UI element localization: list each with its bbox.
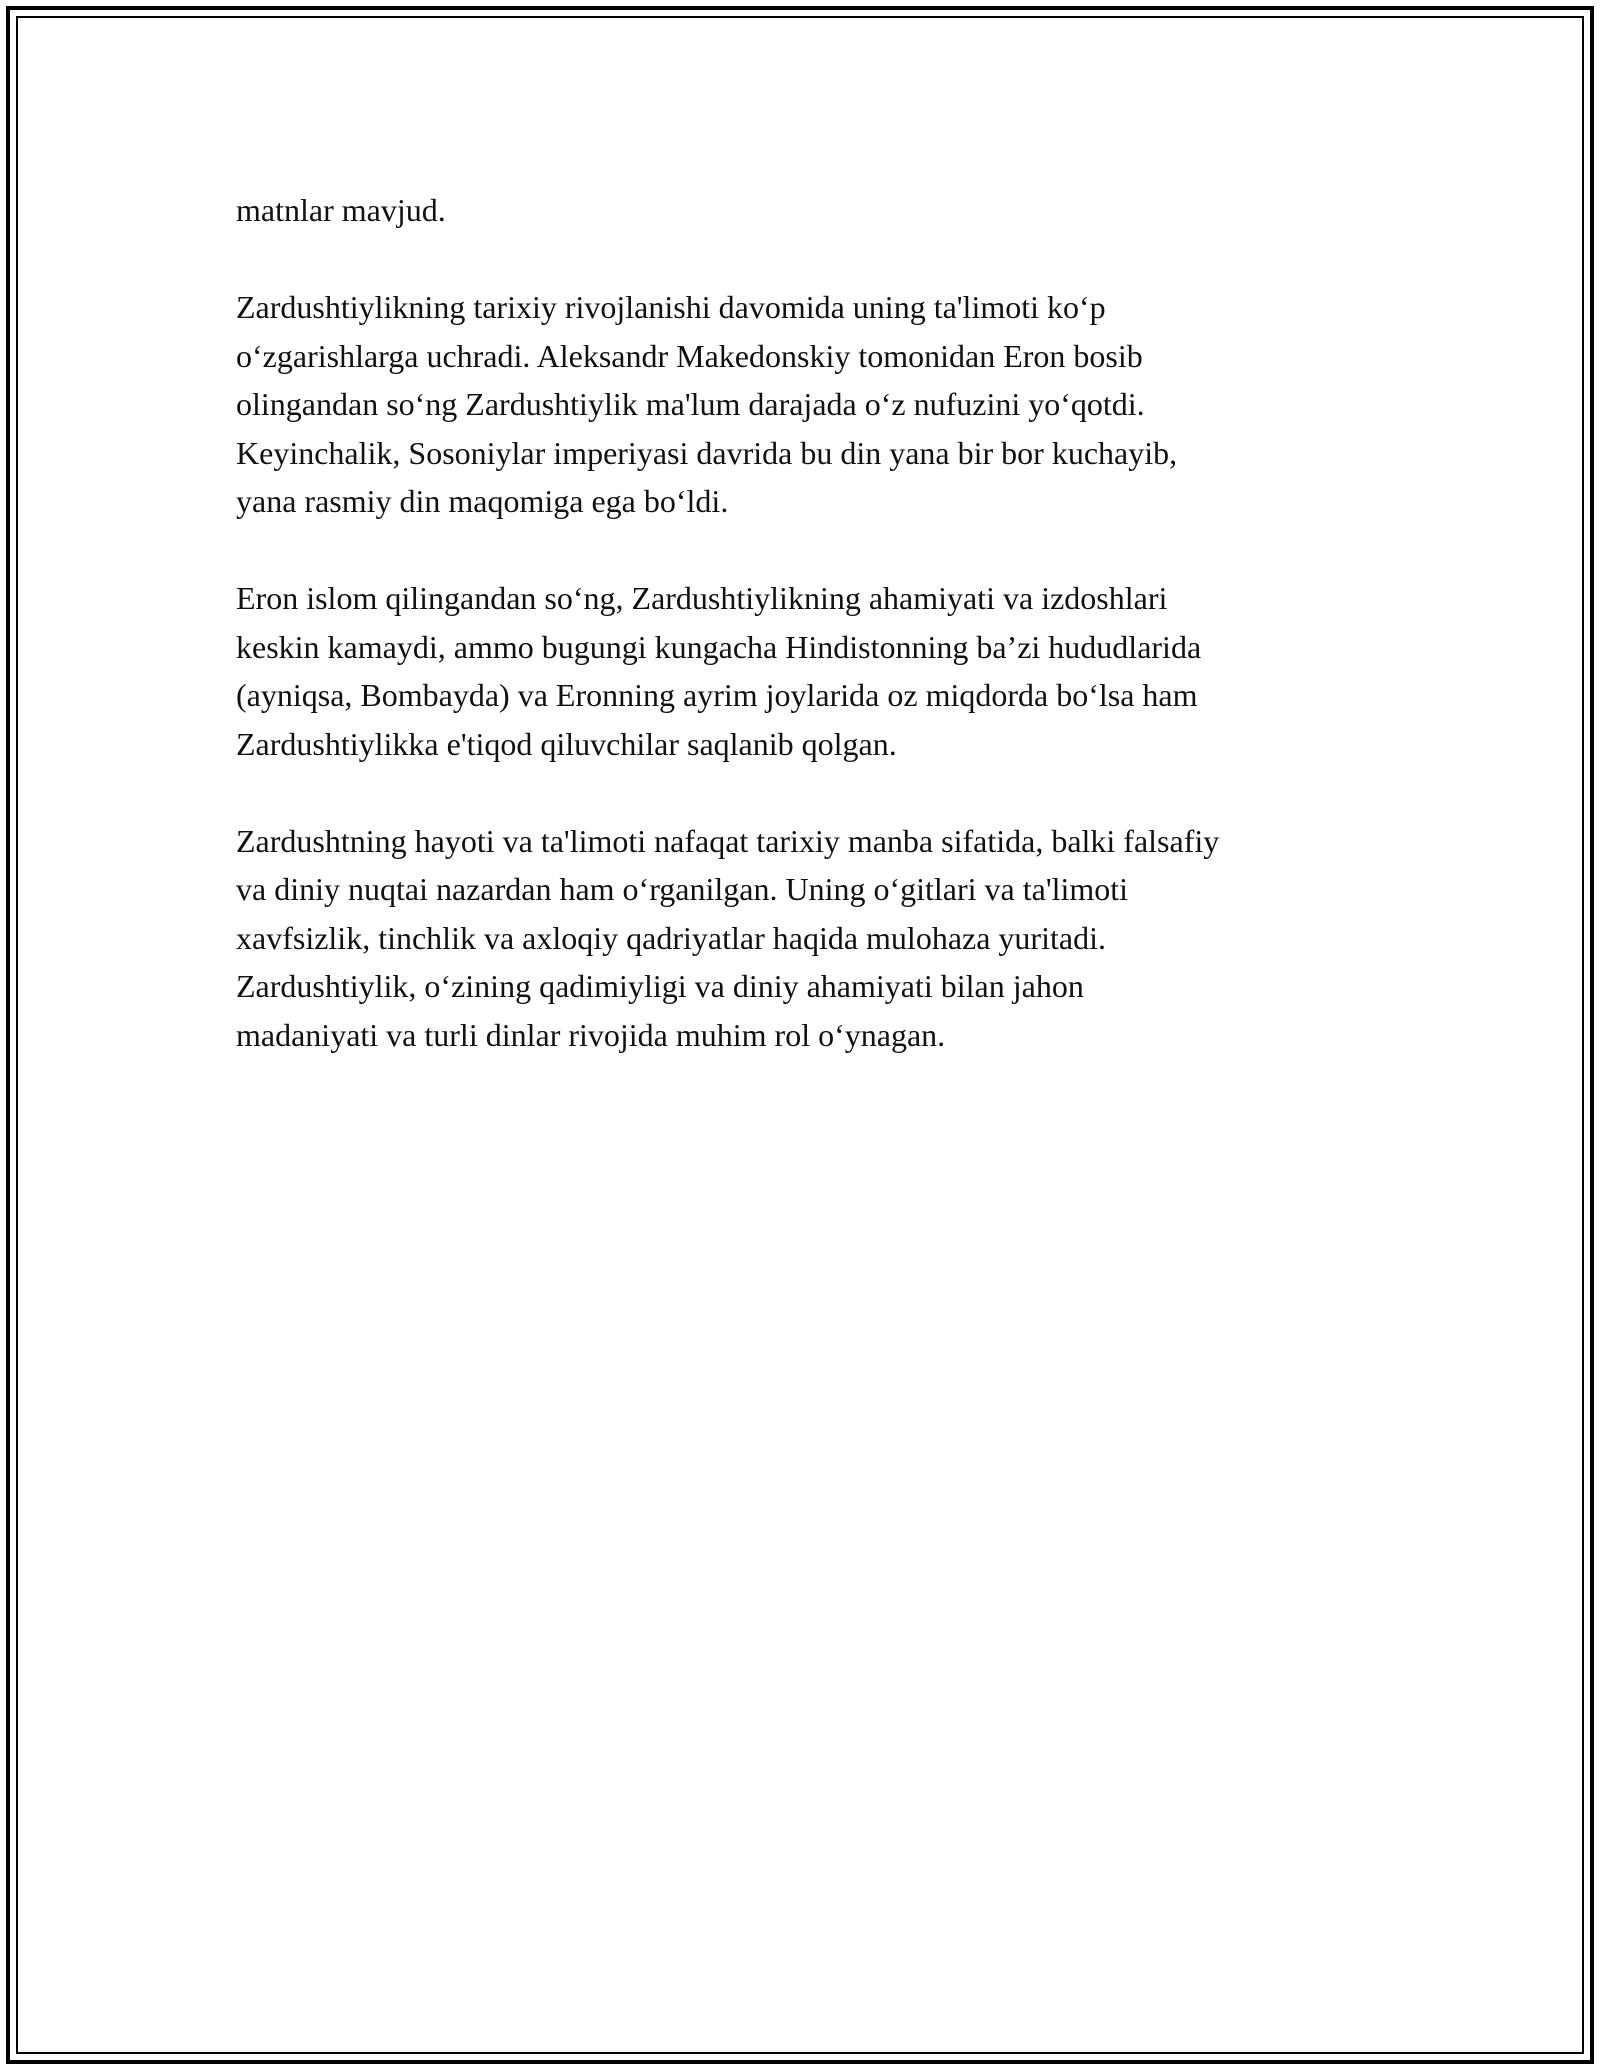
text-line: Zardushtning hayoti va ta'limoti nafaqat tarixiy manba sifatida, balki falsafiy	[236, 822, 1220, 859]
text-line: keskin kamaydi, ammo bugungi kungacha Hindistonning ba’zi hududlarida	[236, 628, 1202, 665]
text-line: Keyinchalik, Sosoniylar imperiyasi davrida bu din yana bir bor kuchayib,	[236, 434, 1178, 471]
paragraph-3	[236, 574, 1376, 768]
paragraph-4	[236, 817, 1376, 1060]
text-line: Eron islom qilingandan soʻng, Zardushtiylikning ahamiyati va izdoshlari	[236, 580, 1168, 616]
paragraph-2	[236, 283, 1376, 526]
paragraph-1	[236, 186, 1376, 235]
text-line: matnlar mavjud.	[236, 192, 446, 228]
document-body	[236, 186, 1376, 1059]
text-line: (ayniqsa, Bombayda) va Eronning ayrim joylarida oz miqdorda boʻlsa ham	[236, 677, 1198, 713]
text-line: Zardushtiylik, oʻzining qadimiyligi va diniy ahamiyati bilan jahon	[236, 968, 1084, 1004]
text-line: yana rasmiy din maqomiga ega boʻldi.	[236, 483, 729, 519]
text-line: va diniy nuqtai nazardan ham oʻrganilgan. Uning oʻgitlari va ta'limoti	[236, 871, 1129, 907]
text-line: olingandan soʻng Zardushtiylik ma'lum darajada oʻz nufuzini yoʻqotdi.	[236, 386, 1145, 422]
text-line: xavfsizlik, tinchlik va axloqiy qadriyatlar haqida mulohaza yuritadi.	[236, 919, 1106, 956]
text-line: Zardushtiylikka e'tiqod qiluvchilar saqlanib qolgan.	[236, 725, 897, 762]
text-line: madaniyati va turli dinlar rivojida muhim rol oʻynagan.	[236, 1016, 946, 1053]
text-line: oʻzgarishlarga uchradi. Aleksandr Makedonskiy tomonidan Eron bosib	[236, 337, 1143, 374]
text-line: Zardushtiylikning tarixiy rivojlanishi davomida uning ta'limoti koʻp	[236, 289, 1106, 325]
